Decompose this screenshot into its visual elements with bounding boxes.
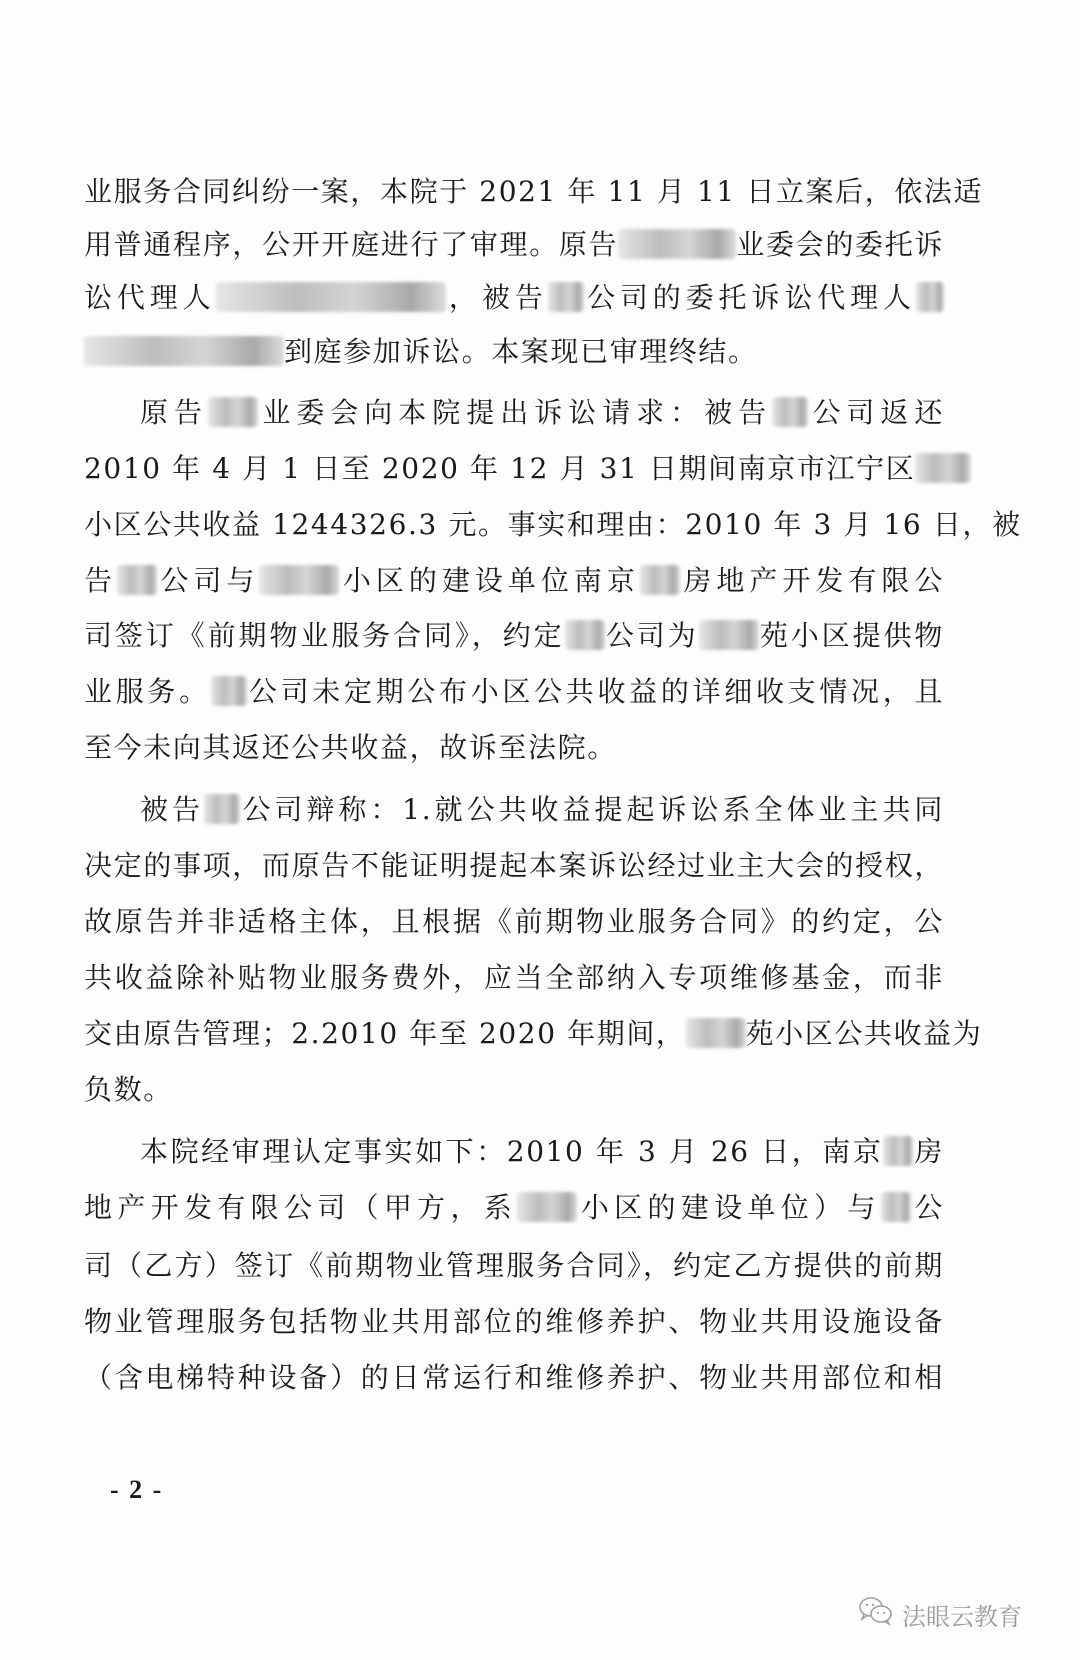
text-line-3	[84, 278, 944, 318]
text: 公	[910, 1191, 944, 1224]
text-line-19	[84, 1188, 944, 1228]
redacted-block	[881, 1192, 911, 1222]
text: 交由原告管理；2.2010 年至 2020 年期间，	[84, 1017, 686, 1050]
text: 物业管理服务包括物业共用部位的维修养护、物业共用设施设备	[84, 1305, 944, 1338]
redacted-block	[565, 620, 605, 650]
text-line-20	[84, 1246, 944, 1286]
watermark	[858, 1596, 1022, 1632]
redacted-block	[772, 397, 808, 427]
text: 司签订《前期物业服务合同》，约定	[84, 619, 565, 652]
text: （含电梯特种设备）的日常运行和维修养护、物业共用部位和相	[84, 1361, 944, 1394]
text: 苑小区公共收益为	[745, 1017, 983, 1050]
redacted-block	[915, 453, 971, 483]
watermark-text: 法眼云教育	[902, 1602, 1022, 1631]
text-line-17	[84, 1070, 944, 1110]
text: 房	[913, 1135, 944, 1168]
text-line-16	[84, 1014, 983, 1054]
text: 用普通程序，公开开庭进行了审理。原告	[84, 228, 619, 261]
text: 公司与	[157, 564, 260, 597]
page-number: - 2 -	[110, 1475, 164, 1504]
text: 业服务。	[84, 675, 211, 708]
text: 本院经审理认定事实如下：2010 年 3 月 26 日，南京	[140, 1135, 884, 1168]
text-line-22	[84, 1358, 944, 1398]
text: 小区公共收益 1244326.3 元。事实和理由：2010 年 3 月 16 日，被	[84, 508, 1022, 541]
redacted-block	[916, 282, 944, 312]
redacted-block	[216, 282, 446, 312]
text: 讼代理人	[84, 281, 216, 314]
text: 公司辩称：1.就公共收益提起诉讼系全体业主共同	[239, 793, 944, 826]
text: 司（乙方）签订《前期物业管理服务合同》，约定乙方提供的前期	[84, 1249, 944, 1282]
redacted-block	[211, 676, 247, 706]
text: 至今未向其返还公共收益，故诉至法院。	[84, 731, 617, 764]
redacted-block	[517, 1192, 577, 1222]
text-line-14	[84, 902, 944, 942]
text: 决定的事项，而原告不能证明提起本案诉讼经过业主大会的授权，	[84, 849, 944, 882]
text: 共收益除补贴物业服务费外，应当全部纳入专项维修基金，而非	[84, 961, 944, 994]
text: 被告	[140, 793, 204, 826]
text: 业委会向本院提出诉讼请求：被告	[257, 396, 773, 429]
text-line-15	[84, 958, 944, 998]
text: ，被告	[445, 281, 548, 314]
text-line-11	[84, 728, 944, 768]
text-line-5	[84, 393, 944, 433]
text-line-7	[84, 505, 1022, 545]
text: 苑小区提供物	[758, 619, 944, 652]
text-line-4	[84, 332, 944, 372]
text-line-6	[84, 449, 944, 489]
text: 小区的建设单位）与	[577, 1191, 881, 1224]
text: 业服务合同纠纷一案，本院于 2021 年 11 月 11 日立案后，依法适	[84, 175, 984, 208]
text-line-18	[84, 1132, 944, 1172]
text: 告	[84, 564, 118, 597]
wechat-icon	[858, 1596, 894, 1632]
text: 负数。	[84, 1073, 173, 1106]
text-line-12	[84, 790, 944, 830]
text: 公司为	[604, 619, 699, 652]
redacted-block	[618, 229, 736, 259]
text: 地产开发有限公司（甲方，系	[84, 1191, 518, 1224]
text: 公司未定期公布小区公共收益的详细收支情况，且	[246, 675, 945, 708]
text: 公司的委托诉讼代理人	[583, 281, 916, 314]
text-line-10	[84, 672, 944, 712]
redacted-block	[883, 1136, 913, 1166]
text-line-8	[84, 561, 944, 601]
redacted-block	[640, 565, 680, 595]
redacted-block	[548, 282, 584, 312]
text-line-1	[84, 172, 984, 212]
redacted-block	[117, 565, 157, 595]
text: 房地产开发有限公	[679, 564, 944, 597]
text-line-21	[84, 1302, 944, 1342]
redacted-block	[84, 336, 284, 366]
redacted-block	[204, 794, 240, 824]
redacted-block	[259, 565, 339, 595]
text-line-9	[84, 616, 944, 656]
redacted-block	[686, 1018, 746, 1048]
text: 原告	[140, 396, 208, 429]
text: 业委会的委托诉	[736, 228, 944, 261]
text: 故原告并非适格主体，且根据《前期物业服务合同》的约定，公	[84, 905, 944, 938]
text: 小区的建设单位南京	[339, 564, 640, 597]
text: 到庭参加诉讼。本案现已审理终结。	[284, 335, 758, 368]
text: 2010 年 4 月 1 日至 2020 年 12 月 31 日期间南京市江宁区	[84, 452, 916, 485]
text: 公司返还	[808, 396, 944, 429]
redacted-block	[699, 620, 759, 650]
text-line-13	[84, 846, 944, 886]
text-line-2	[84, 225, 944, 265]
redacted-block	[208, 397, 258, 427]
